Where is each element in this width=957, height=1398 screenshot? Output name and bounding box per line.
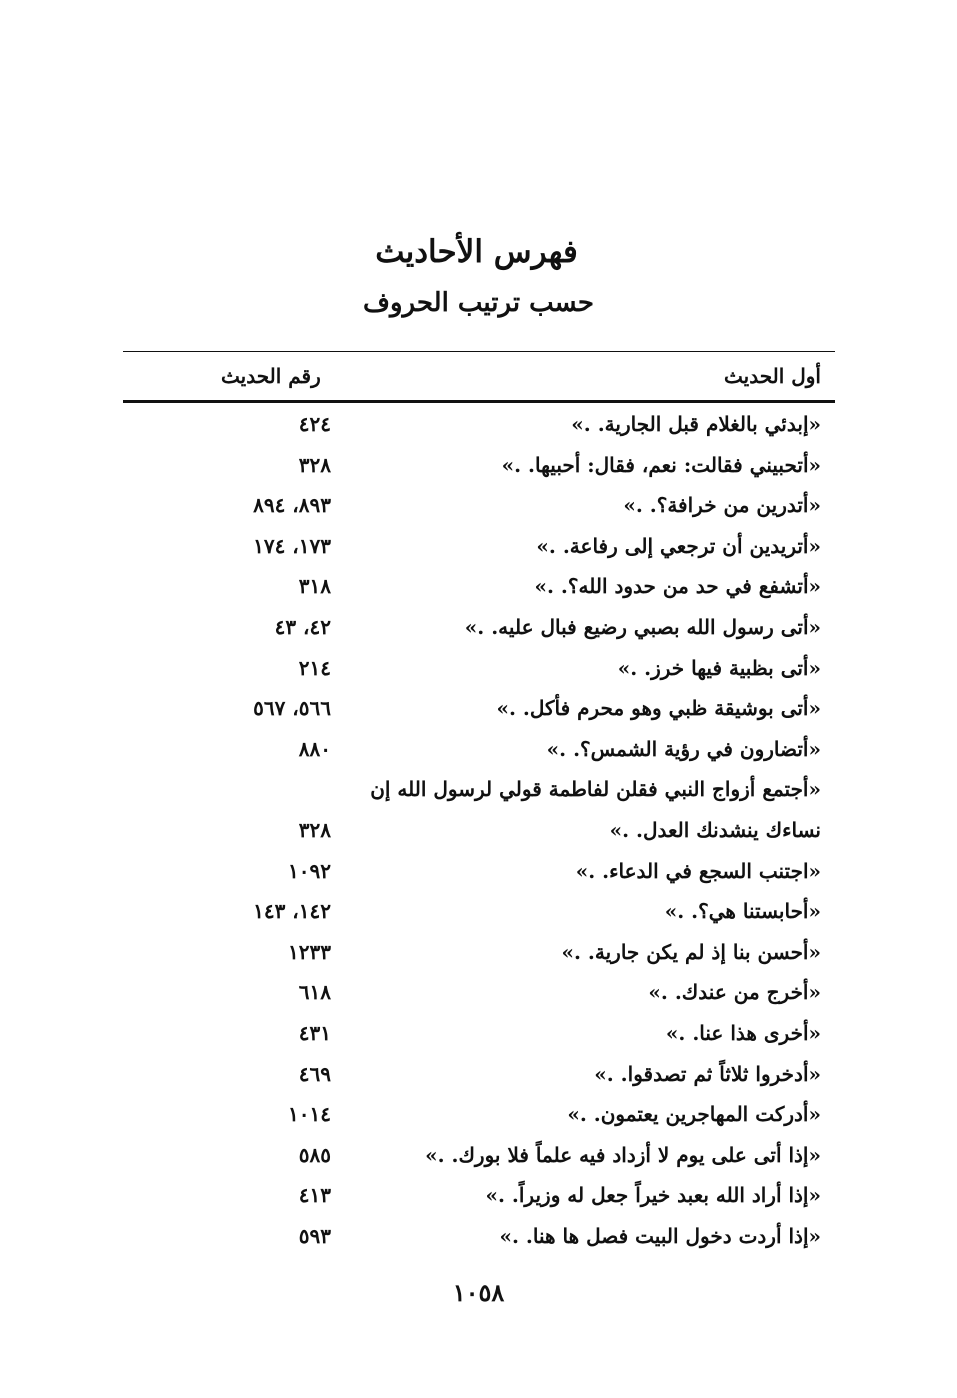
- hadith-first-words: «إبدئي بالغلام قبل الجارية. .»: [571, 412, 821, 436]
- hadith-first-words: «أحابستنا هي؟. .»: [664, 899, 821, 924]
- hadith-number: ٥٨٥: [298, 1142, 331, 1167]
- hadith-number: ٨٩٣، ٨٩٤: [253, 493, 331, 518]
- hadith-first-words: «أتى بظبية فيها خرز. .»: [617, 655, 821, 680]
- hadith-number: ٦١٨: [298, 980, 331, 1005]
- hadith-first-words: «أتى بوشيقة ظبي وهو محرم فأكل. .»: [496, 696, 821, 721]
- table-row: [123, 1218, 835, 1259]
- hadith-first-words: «اجتنب السجع في الدعاء. .»: [575, 858, 821, 883]
- hadith-first-words: «أدخروا ثلاثاً ثم تصدقوا. .»: [594, 1061, 821, 1086]
- hadith-number: ١٠١٤: [288, 1102, 331, 1127]
- hadith-number: ٤٦٩: [298, 1061, 331, 1086]
- hadith-number: ١٠٩٢: [288, 858, 331, 883]
- hadith-first-words: «أخرى هذا عنا. .»: [665, 1020, 821, 1045]
- table-row: [123, 528, 835, 569]
- hadith-first-words: «أتى رسول الله بصبي رضيع فبال عليه. .»: [464, 614, 821, 639]
- hadith-first-words: نساءك ينشدنك العدل. .»: [609, 817, 821, 842]
- column-header-first-words: أول الحديث: [724, 364, 821, 388]
- table-row: [123, 934, 835, 975]
- hadith-first-words: «إذا أتى على يوم لا أزداد فيه علماً فلا بورك. .»: [425, 1142, 821, 1167]
- table-row: [123, 731, 835, 772]
- table-row: [123, 1056, 835, 1097]
- hadith-number: ١٧٣، ١٧٤: [253, 533, 331, 558]
- hadith-first-words: «أخرج من عندك. .»: [648, 980, 821, 1005]
- table-row: [123, 650, 835, 691]
- hadith-number: ١٤٢، ١٤٣: [253, 899, 331, 924]
- hadith-number: ٤١٣: [298, 1183, 331, 1208]
- page-subtitle: حسب ترتيب الحروف: [363, 288, 594, 318]
- hadith-first-words: «أتضارون في رؤية الشمس؟. .»: [546, 736, 821, 761]
- hadith-number: ٣١٨: [298, 574, 331, 599]
- table-row: [123, 447, 835, 488]
- table-row: [123, 853, 835, 894]
- table-top-rule: [123, 351, 835, 352]
- hadith-number: ٨٨٠: [298, 736, 331, 761]
- hadith-first-words: «أتحبيني فقالت: نعم، فقال: أحبيها. .»: [501, 452, 821, 477]
- table-row: [123, 1096, 835, 1137]
- hadith-first-words: «أتدرين من خرافة؟. .»: [623, 493, 821, 518]
- hadith-first-words: «أحسن بنا إذ لم يكن جارية. .»: [561, 939, 821, 964]
- index-table-body: [123, 406, 835, 1258]
- hadith-first-words: «أتشفع في حد من حدود الله؟. .»: [534, 574, 821, 599]
- table-row: [123, 812, 835, 853]
- table-row: [123, 690, 835, 731]
- table-row: [123, 609, 835, 650]
- table-row: [123, 406, 835, 447]
- hadith-first-words: «إذا أردت دخول البيت فصل ها هنا. .»: [499, 1223, 821, 1248]
- hadith-number: ٥٦٦، ٥٦٧: [253, 696, 331, 721]
- hadith-number: ٢١٤: [298, 655, 331, 680]
- hadith-first-words: «إذا أراد الله بعبد خيراً جعل له وزيراً. .»: [485, 1183, 821, 1208]
- column-header-hadith-number: رقم الحديث: [221, 364, 321, 388]
- table-row: [123, 893, 835, 934]
- table-row: [123, 1177, 835, 1218]
- table-row: [123, 1015, 835, 1056]
- table-row: [123, 568, 835, 609]
- hadith-number: ٤٣١: [298, 1020, 331, 1045]
- table-row: [123, 771, 835, 812]
- hadith-number: ١٢٣٣: [288, 939, 331, 964]
- table-header-rule: [123, 400, 835, 403]
- hadith-number: ٤٢٤: [298, 412, 331, 436]
- hadith-number: ٥٩٣: [298, 1223, 331, 1248]
- hadith-number: ٤٢، ٤٣: [274, 614, 331, 639]
- hadith-number: ٣٢٨: [298, 817, 331, 842]
- table-header: [123, 358, 835, 396]
- hadith-first-words: «أدركت المهاجرين يعتمون. .»: [567, 1102, 821, 1127]
- hadith-first-words: «أجتمع أزواج النبي فقلن لفاطمة قولي لرسول الله إن: [370, 777, 821, 802]
- hadith-first-words: «أتريدين أن ترجعي إلى رفاعة. .»: [536, 533, 821, 558]
- hadith-number: ٣٢٨: [298, 452, 331, 477]
- table-row: [123, 1137, 835, 1178]
- table-row: [123, 487, 835, 528]
- table-row: [123, 974, 835, 1015]
- page-number: ١٠٥٨: [452, 1278, 505, 1307]
- page-title: فهرس الأحاديث: [375, 234, 578, 270]
